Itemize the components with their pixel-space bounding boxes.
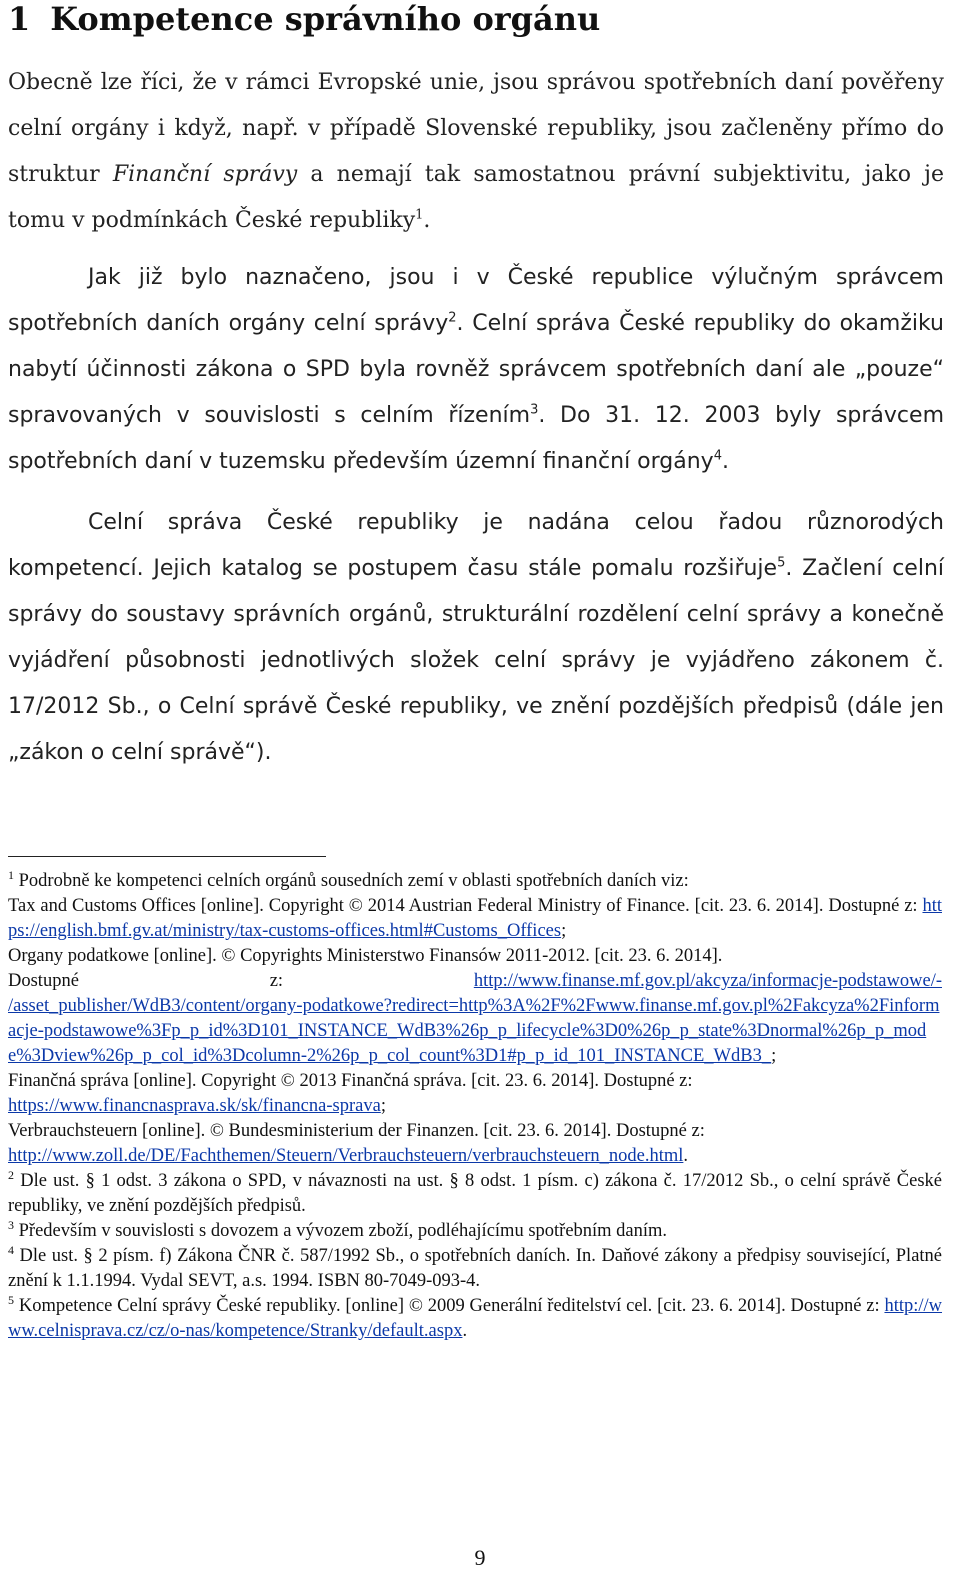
punctuation: . xyxy=(683,1146,689,1166)
link-celnisprava-cz[interactable]: http://www.celnisprava.cz/cz/o-nas/kompetence/Stranky/default.aspx xyxy=(8,1296,943,1341)
footnote-text: Dle ust. § 1 odst. 3 zákona o SPD, v návaznosti na ust. § 8 odst. 1 písm. c) zákona č. 17/2012 Sb., o celní správě České republiky, ve znění pozdějších předpisů. xyxy=(8,1171,942,1216)
footnote-ref-4[interactable]: 4 xyxy=(713,448,722,464)
footnote-text: z: xyxy=(269,971,284,991)
footnote-text: Organy podatkowe [online]. © Copyrights Ministerstwo Finansów 2011-2012. [cit. 23. 6. 2014]. xyxy=(8,946,723,966)
link-zoll-de[interactable]: http://www.zoll.de/DE/Fachthemen/Steuern/Verbrauchsteuern/verbrauchsteuern_node.html xyxy=(8,1146,684,1166)
p2-text-d: . xyxy=(721,449,729,474)
section-heading xyxy=(8,0,600,38)
p2-text-a: Jak již bylo naznačeno, jsou i v České republice výlučným správcem spotřebních daních orgány celní správy xyxy=(8,265,944,336)
p1-text-b: a nemají tak samostatnou právní subjektivitu, jako je tomu v podmínkách České republiky xyxy=(8,162,944,233)
p3-text-b: . Začlení celní správy do soustavy správních orgánů, strukturální rozdělení celní správy a konečně vyjádření působnosti jednotlivých složek celní správy je vyjádřeno zákonem č. 17/2012 Sb., o Celní správě České republiky, ve znění pozdějších předpisů (dále jen „zákon o celní správě“). xyxy=(8,556,944,765)
footnote-number: 2 xyxy=(8,1167,14,1182)
footnote-text: Verbrauchsteuern [online]. © Bundesministerium der Finanzen. [cit. 23. 6. 2014]. Dostupné z: xyxy=(8,1121,705,1141)
footnote-text: Dle ust. § 2 písm. f) Zákona ČNR č. 587/1992 Sb., o spotřebních daních. In. Daňové zákony a předpisy související, Platné znění k 1.1.1994. Vydal SEVT, a.s. 1994. ISBN 80-7049-093-4. xyxy=(8,1246,943,1291)
punctuation: ; xyxy=(561,921,567,941)
p1-text-a: Obecně lze říci, že v rámci Evropské unie, jsou správou spotřebních daní pověřeny celní orgány i když, např. v případě Slovenské republiky, jsou začleněny přímo do struktur xyxy=(8,70,944,187)
p1-text-c: . xyxy=(423,208,431,233)
footnote-4 xyxy=(8,1244,942,1294)
link-finanse-pl-continued[interactable]: /asset_publisher/WdB3/content/organy-podatkowe?redirect=http%3A%2F%2Fwww.finanse.mf.gov.pl%2Fakcyza%2Finformacje-podstawowe%3Fp_p_id%3D101_INSTANCE_WdB3%26p_p_lifecycle%3D0%26p_p_state%3Dnormal%26p_p_mode%3Dview%26p_p_col_id%3Dcolumn-2%26p_p_col_count%3D1#p_p_id_101_INSTANCE_WdB3_ xyxy=(8,996,940,1066)
paragraph-3 xyxy=(8,500,944,776)
paragraph-1 xyxy=(8,60,944,244)
footnote-text: Tax and Customs Offices [online]. Copyright © 2014 Austrian Federal Ministry of Finance. [cit. 23. 6. 2014]. Dostupné z: xyxy=(8,896,923,916)
footnote-1 xyxy=(8,869,942,1169)
footnote-number: 3 xyxy=(8,1217,14,1232)
punctuation: ; xyxy=(380,1096,386,1116)
footnote-2 xyxy=(8,1169,942,1219)
footnote-5 xyxy=(8,1294,942,1344)
punctuation: . xyxy=(462,1321,468,1341)
p2-text-c: . Do 31. 12. 2003 byly správcem spotřebních daní v tuzemsku především územní finanční orgány xyxy=(8,403,944,474)
footnote-text: Především v souvislosti s dovozem a vývozem zboží, podléhajícímu spotřebním daním. xyxy=(18,1221,668,1241)
p2-text-b: . Celní správa České republiky do okamžiku nabytí účinnosti zákona o SPD byla rovněž správcem spotřebních daní ale „pouze“ spravovaných v souvislosti s celním řízením xyxy=(8,311,944,428)
footnote-3 xyxy=(8,1219,942,1244)
footnote-separator xyxy=(8,856,326,857)
link-financnasprava-sk[interactable]: https://www.financnasprava.sk/sk/financna-sprava xyxy=(8,1096,381,1116)
footnote-text: Podrobně ke kompetenci celních orgánů sousedních zemí v oblasti spotřebních daních viz: xyxy=(18,871,689,891)
footnote-number: 4 xyxy=(8,1242,14,1257)
footnote-text: Dostupné xyxy=(8,971,79,991)
footnote-ref-2[interactable]: 2 xyxy=(448,310,457,326)
p1-italic: Finanční správy xyxy=(112,162,298,187)
footnote-ref-3[interactable]: 3 xyxy=(530,402,539,418)
paragraph-2 xyxy=(8,255,944,485)
footnote-ref-1[interactable]: 1 xyxy=(415,207,424,223)
section-title: Kompetence správního orgánu xyxy=(50,0,601,38)
footnote-number: 5 xyxy=(8,1292,14,1307)
footnote-number: 1 xyxy=(8,867,14,882)
link-finanse-pl[interactable]: http://www.finanse.mf.gov.pl/akcyza/informacje-podstawowe/- xyxy=(473,971,942,991)
link-bmf-austria[interactable]: https://english.bmf.gv.at/ministry/tax-customs-offices.html#Customs_Offices xyxy=(8,896,942,941)
punctuation: ; xyxy=(771,1046,777,1066)
page-number: 9 xyxy=(474,1545,486,1570)
footnote-ref-5[interactable]: 5 xyxy=(777,555,786,571)
footnotes xyxy=(8,869,942,1344)
footnote-text: Finančná správa [online]. Copyright © 2013 Finančná správa. [cit. 23. 6. 2014]. Dostupné z: xyxy=(8,1071,693,1091)
p3-text-a: Celní správa České republiky je nadána celou řadou různorodých kompetencí. Jejich katalog se postupem času stále pomalu rozšiřuje xyxy=(8,510,944,581)
footnote-text: Kompetence Celní správy České republiky. [online] © 2009 Generální ředitelství cel. [cit. 23. 6. 2014]. Dostupné z: xyxy=(18,1296,885,1316)
section-number: 1 xyxy=(8,0,31,38)
